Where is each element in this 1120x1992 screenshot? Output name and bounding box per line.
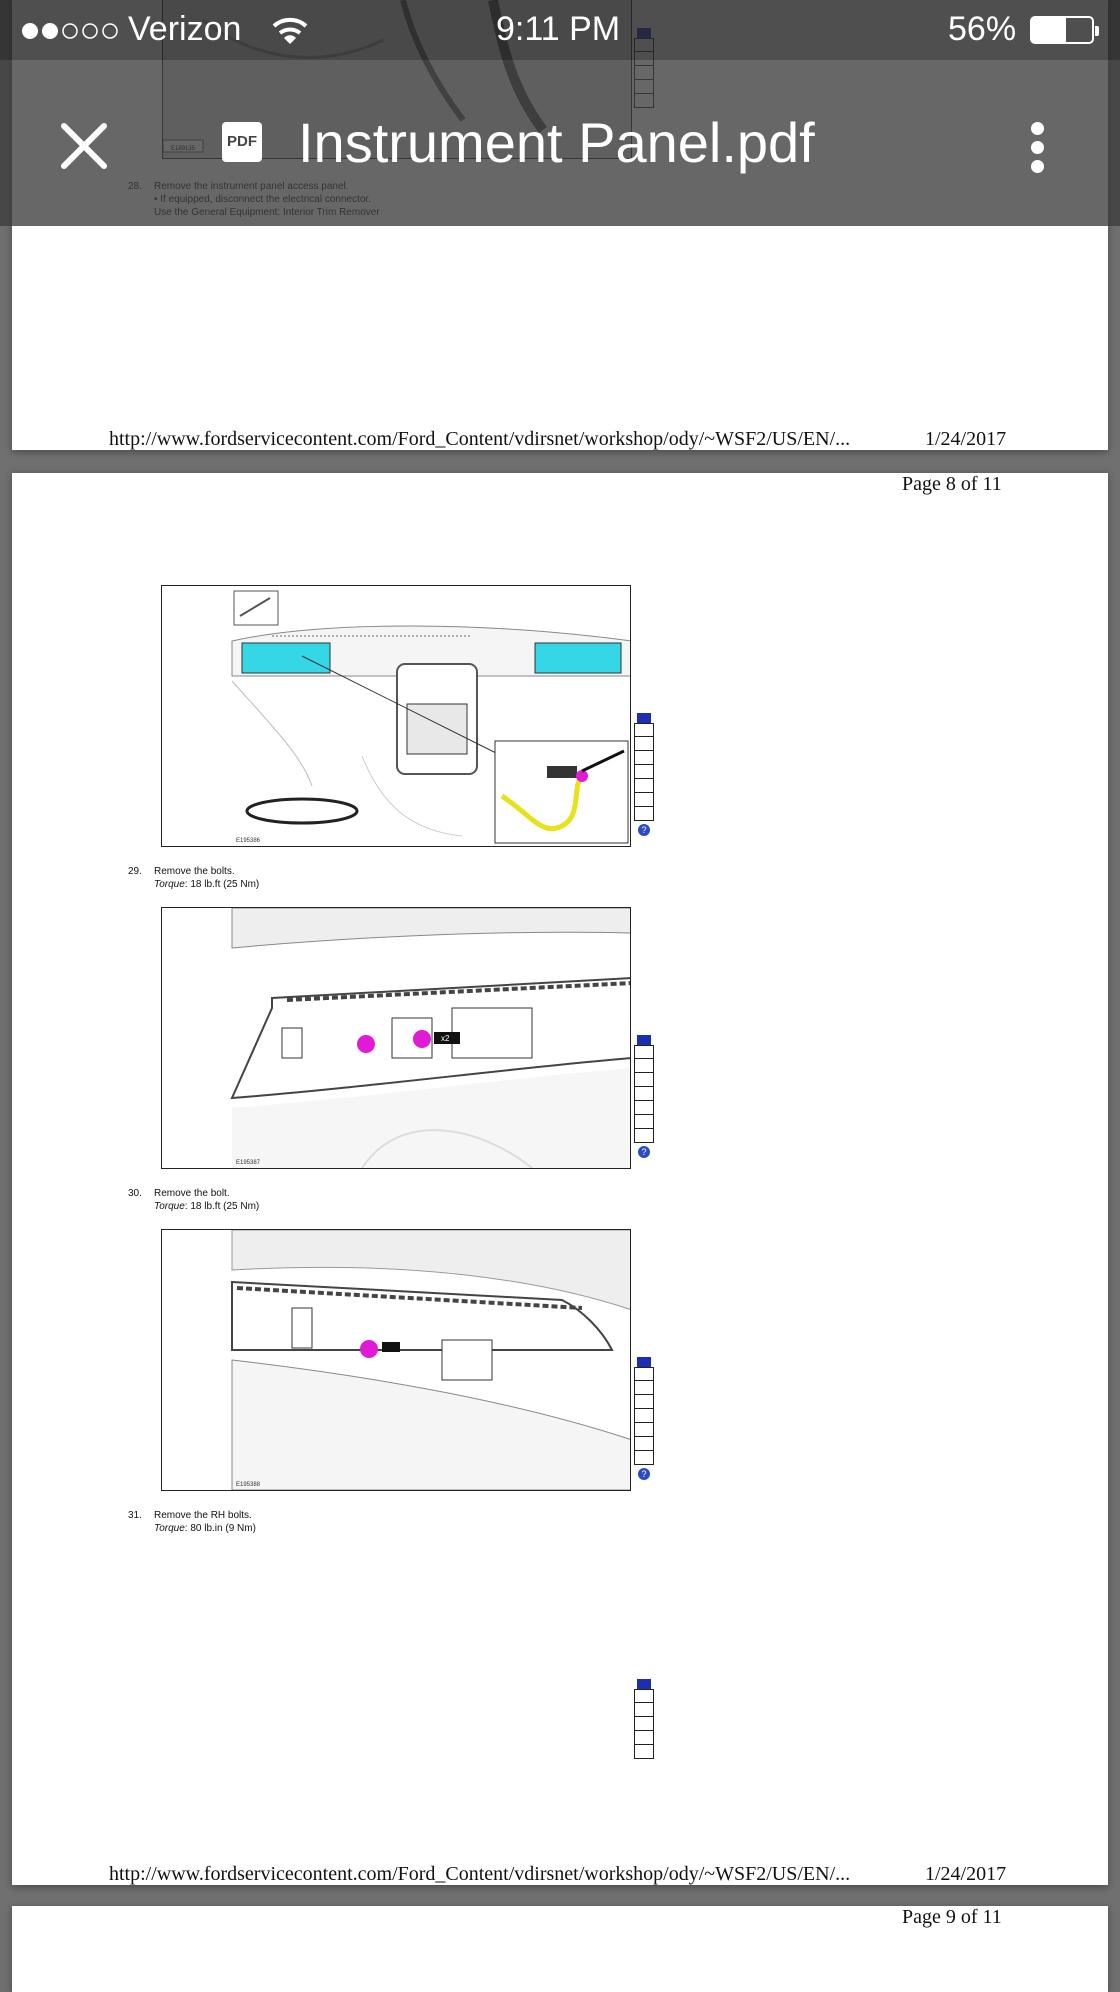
- document-title: Instrument Panel.pdf: [298, 111, 815, 174]
- clock: 9:11 PM: [496, 10, 621, 48]
- footer-url: http://www.fordservicecontent.com/Ford_Content/vdirsnet/workshop/ody/~WSF2/US/EN/...: [109, 428, 851, 450]
- help-icon[interactable]: ?: [638, 1468, 650, 1480]
- camera-icon[interactable]: [637, 1035, 651, 1045]
- page-number: Page 9 of 11: [902, 1906, 1002, 1928]
- figure-bolt-single: [161, 1229, 631, 1491]
- more-vertical-icon[interactable]: [1026, 118, 1048, 178]
- footer-url: http://www.fordservicecontent.com/Ford_Content/vdirsnet/workshop/ody/~WSF2/US/EN/...: [109, 1863, 851, 1885]
- help-icon[interactable]: ?: [638, 824, 650, 836]
- callout-x2: x2: [441, 1034, 450, 1043]
- figure-toolbar[interactable]: [634, 1035, 654, 1158]
- figure-id: E195388: [236, 1482, 261, 1488]
- camera-icon[interactable]: [637, 1357, 651, 1367]
- carrier-name: Verizon: [128, 10, 242, 48]
- signal-strength-icon: [20, 20, 124, 42]
- camera-icon[interactable]: [637, 713, 651, 723]
- footer-date: 1/24/2017: [925, 1863, 1007, 1885]
- figure-dashboard-overview: [161, 585, 631, 847]
- close-icon[interactable]: [56, 118, 112, 174]
- pdf-page-9: [12, 1906, 1108, 1992]
- step-30: 30. Remove the bolt. Torque: 18 lb.ft (25 Nm): [128, 1188, 260, 1212]
- figure-bolts-lower: [161, 907, 631, 1169]
- figure-toolbar[interactable]: [634, 1679, 654, 1759]
- dashboard-illustration: [162, 586, 630, 846]
- figure-toolbar[interactable]: [634, 713, 654, 836]
- help-icon[interactable]: ?: [638, 1146, 650, 1158]
- bolt-illustration: [162, 1230, 630, 1490]
- step-29: 29. Remove the bolts. Torque: 18 lb.ft (25 Nm): [128, 866, 260, 890]
- wifi-icon: [270, 14, 310, 46]
- pdf-page-8: [12, 473, 1108, 1885]
- figure-id: E195386: [236, 838, 261, 844]
- figure-toolbar[interactable]: [634, 1357, 654, 1480]
- navigation-bar: [0, 60, 1120, 226]
- footer-date: 1/24/2017: [925, 428, 1007, 450]
- pdf-file-icon: PDF: [222, 122, 262, 162]
- step-31: 31. Remove the RH bolts. Torque: 80 lb.in (9 Nm): [128, 1510, 256, 1534]
- figure-id: E195387: [236, 1160, 261, 1166]
- battery-percent: 56%: [948, 10, 1017, 48]
- bolts-illustration: [162, 908, 630, 1168]
- status-bar: [0, 0, 1120, 60]
- camera-icon[interactable]: [637, 1679, 651, 1689]
- battery-icon: [1030, 16, 1094, 44]
- page-number: Page 8 of 11: [902, 473, 1002, 495]
